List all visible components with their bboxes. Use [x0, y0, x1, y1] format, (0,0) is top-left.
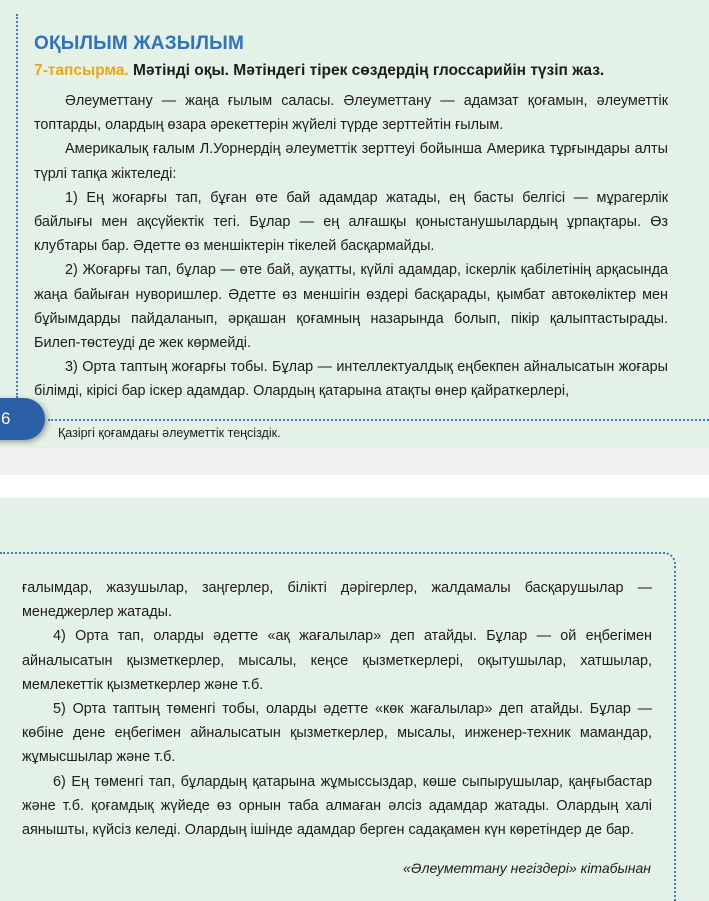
paragraph-class-6: 6) Ең төменгі тап, бұлардың қатарына жұмыссыздар, көше сыпырушылар, қаңғыбастар және т.б. қоғамдық жүйеде өз орнын таба алмаған әлсіз адамдар жатады. Олардың халі аянышты, күйсіз келеді. Олардың ішінде адамдар берген садақамен күн көретіндер де бар.: [22, 773, 652, 839]
paragraph-intro: Әлеуметтану — жаңа ғылым саласы. Әлеуметтану — адамзат қоғамын, әлеуметтік топтарды, олардың өзара әрекеттерін жүйелі түрде зерттейтін ғылым.: [34, 93, 668, 134]
paragraph-class-2: 2) Жоғарғы тап, бұлар — өте бай, ауқатты, күйлі адамдар, іскерлік қабілетінің арқасында жаңа байыған нуворишлер. Әдетте өз меншігін өздері басқарады, қымбат автокөліктер мен бұйымдарды пайдаланып, әрқашан қоғамның назарында болып, пікір қалыптастырады. Билеп-төстеуді де жек көрмейді.: [34, 262, 668, 352]
page-gap: [0, 448, 709, 475]
paragraph-continuation: ғалымдар, жазушылар, заңгерлер, білікті дәрігерлер, жалдамалы басқарушылар — менеджерлер жатады.: [22, 580, 652, 621]
paragraph-warner: Америкалық ғалым Л.Уорнердің әлеуметтік зерттеуі бойынша Америка тұрғындары алты түрлі тапқа жіктеледі:: [34, 141, 668, 182]
body-text-top: [34, 89, 668, 404]
paragraph-class-4: 4) Орта тап, оларды әдетте «ақ жағалылар» деп атайды. Бұлар — ой еңбегімен айналысатын қызметкерлер, мысалы, кеңсе қызметкерлері, оқытушылар, хатшылар, мемлекеттік қызметкерлер және т.б.: [22, 628, 652, 693]
task-number: 7-тапсырма.: [34, 62, 129, 79]
task-heading: [34, 62, 604, 80]
paragraph-class-5: 5) Орта таптың төменгі тобы, оларды әдетте «көк жағалылар» деп атайды. Бұлар — көбіне дене еңбегімен айналысатын қызметкерлер, мысалы, инженер-техник мамандар, жұмысшылар және т.б.: [22, 701, 652, 766]
paragraph-class-1: 1) Ең жоғарғы тап, бұған өте бай адамдар жатады, ең басты белгісі — мұрагерлік байлығы мен ақсүйектік тегі. Бұлар — ең алғашқы қоныстанушылардың ұрпақтары. Өз клубтары бар. Әдетте өз меншіктерін тікелей басқармайды.: [34, 189, 668, 255]
body-text-bottom: [22, 576, 652, 842]
dotted-border-right: [674, 566, 676, 901]
footer-caption: Қазіргі қоғамдағы әлеуметтік теңсіздік.: [58, 426, 281, 440]
page-number: 6: [1, 409, 11, 428]
dotted-border-top: [0, 552, 665, 554]
section-title: ОҚЫЛЫМ ЖАЗЫЛЫМ: [34, 33, 244, 54]
page-number-badge: [0, 398, 45, 440]
source-citation: «Әлеуметтану негіздері» кітабынан: [402, 860, 651, 876]
dotted-border-left: [16, 14, 18, 398]
dotted-border-bottom: [48, 419, 709, 421]
paragraph-class-3: 3) Орта таптың жоғарғы тобы. Бұлар — интеллектуалдық еңбекпен айналысатын жоғары білімді, кірісі бар іскер адамдар. Олардың қатарына атақты өнер қайраткерлері,: [34, 359, 668, 400]
task-instruction: Мәтінді оқы. Мәтіндегі тірек сөздердің глоссарийін түзіп жаз.: [128, 62, 605, 79]
